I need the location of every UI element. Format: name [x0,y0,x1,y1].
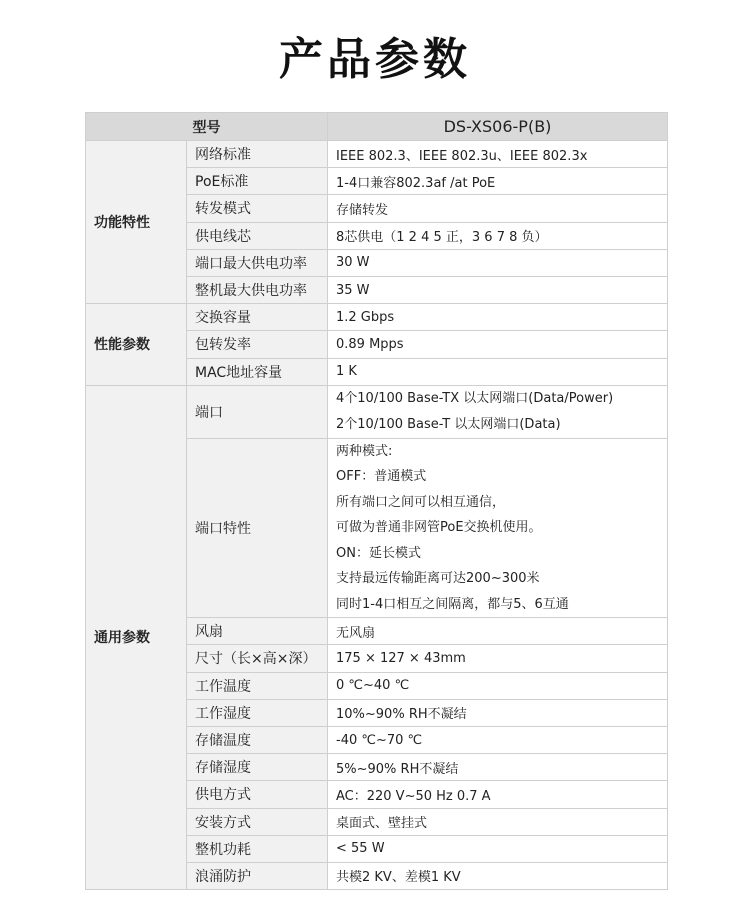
table-row [86,304,668,331]
category-general: 通用参数 [86,385,187,889]
value-line: 两种模式: [336,443,393,459]
param-label: 整机功耗 [187,835,328,862]
param-label: PoE标准 [187,168,328,195]
param-value: 35 W [328,276,668,303]
category-performance: 性能参数 [86,304,187,386]
category-function: 功能特性 [86,141,187,304]
param-value: 桌面式、壁挂式 [328,808,668,835]
param-label: 工作湿度 [187,699,328,726]
table-row [86,385,668,438]
value-line: 2个10/100 Base-T 以太网端口(Data) [336,416,561,432]
param-label: 端口最大供电功率 [187,249,328,276]
param-value: 存储转发 [328,195,668,222]
param-label: 供电线芯 [187,222,328,249]
param-label: 工作温度 [187,672,328,699]
spec-table [85,112,668,890]
value-line: 同时1-4口相互之间隔离，都与5、6互通 [336,596,569,612]
value-line: OFF：普通模式 [336,469,427,485]
param-label: 转发模式 [187,195,328,222]
param-value: 10%~90% RH不凝结 [328,699,668,726]
param-value: -40 ℃~70 ℃ [328,726,668,753]
param-value: 5%~90% RH不凝结 [328,754,668,781]
param-value: 1 K [328,358,668,385]
param-label: MAC地址容量 [187,358,328,385]
model-value: DS-XS06-P(B) [328,113,668,141]
value-line: 可做为普通非网管PoE交换机使用。 [336,520,542,536]
param-label: 整机最大供电功率 [187,276,328,303]
param-label: 尺寸（长×高×深） [187,645,328,672]
value-line: 4个10/100 Base-TX 以太网端口(Data/Power) [336,390,614,406]
port-features-value [328,438,668,618]
param-value: IEEE 802.3、IEEE 802.3u、IEEE 802.3x [328,141,668,168]
value-line: 支持最远传输距离可达200~300米 [336,571,540,587]
param-value: < 55 W [328,835,668,862]
value-line: 所有端口之间可以相互通信， [336,494,506,510]
param-value: 共模2 KV、差模1 KV [328,862,668,889]
param-label: 网络标准 [187,141,328,168]
param-value: 0 ℃~40 ℃ [328,672,668,699]
param-value: 30 W [328,249,668,276]
param-label: 端口 [187,385,328,438]
param-value: AC：220 V~50 Hz 0.7 A [328,781,668,808]
model-label: 型号 [86,113,328,141]
param-label: 安装方式 [187,808,328,835]
param-value: 175 × 127 × 43mm [328,645,668,672]
param-value: 无风扇 [328,618,668,645]
param-label: 风扇 [187,618,328,645]
param-value: 1.2 Gbps [328,304,668,331]
page-title: 产品参数 [279,34,471,85]
param-value: 8芯供电（1 2 4 5 正，3 6 7 8 负） [328,222,668,249]
header-row [86,113,668,141]
param-value: 0.89 Mpps [328,331,668,358]
table-row [86,141,668,168]
param-value: 1-4口兼容802.3af /at PoE [328,168,668,195]
param-label: 供电方式 [187,781,328,808]
param-label: 存储湿度 [187,754,328,781]
value-line: ON：延长模式 [336,545,421,561]
param-label: 端口特性 [187,438,328,618]
param-label: 包转发率 [187,331,328,358]
param-label: 交换容量 [187,304,328,331]
param-label: 存储温度 [187,726,328,753]
ports-value [328,385,668,438]
param-label: 浪涌防护 [187,862,328,889]
